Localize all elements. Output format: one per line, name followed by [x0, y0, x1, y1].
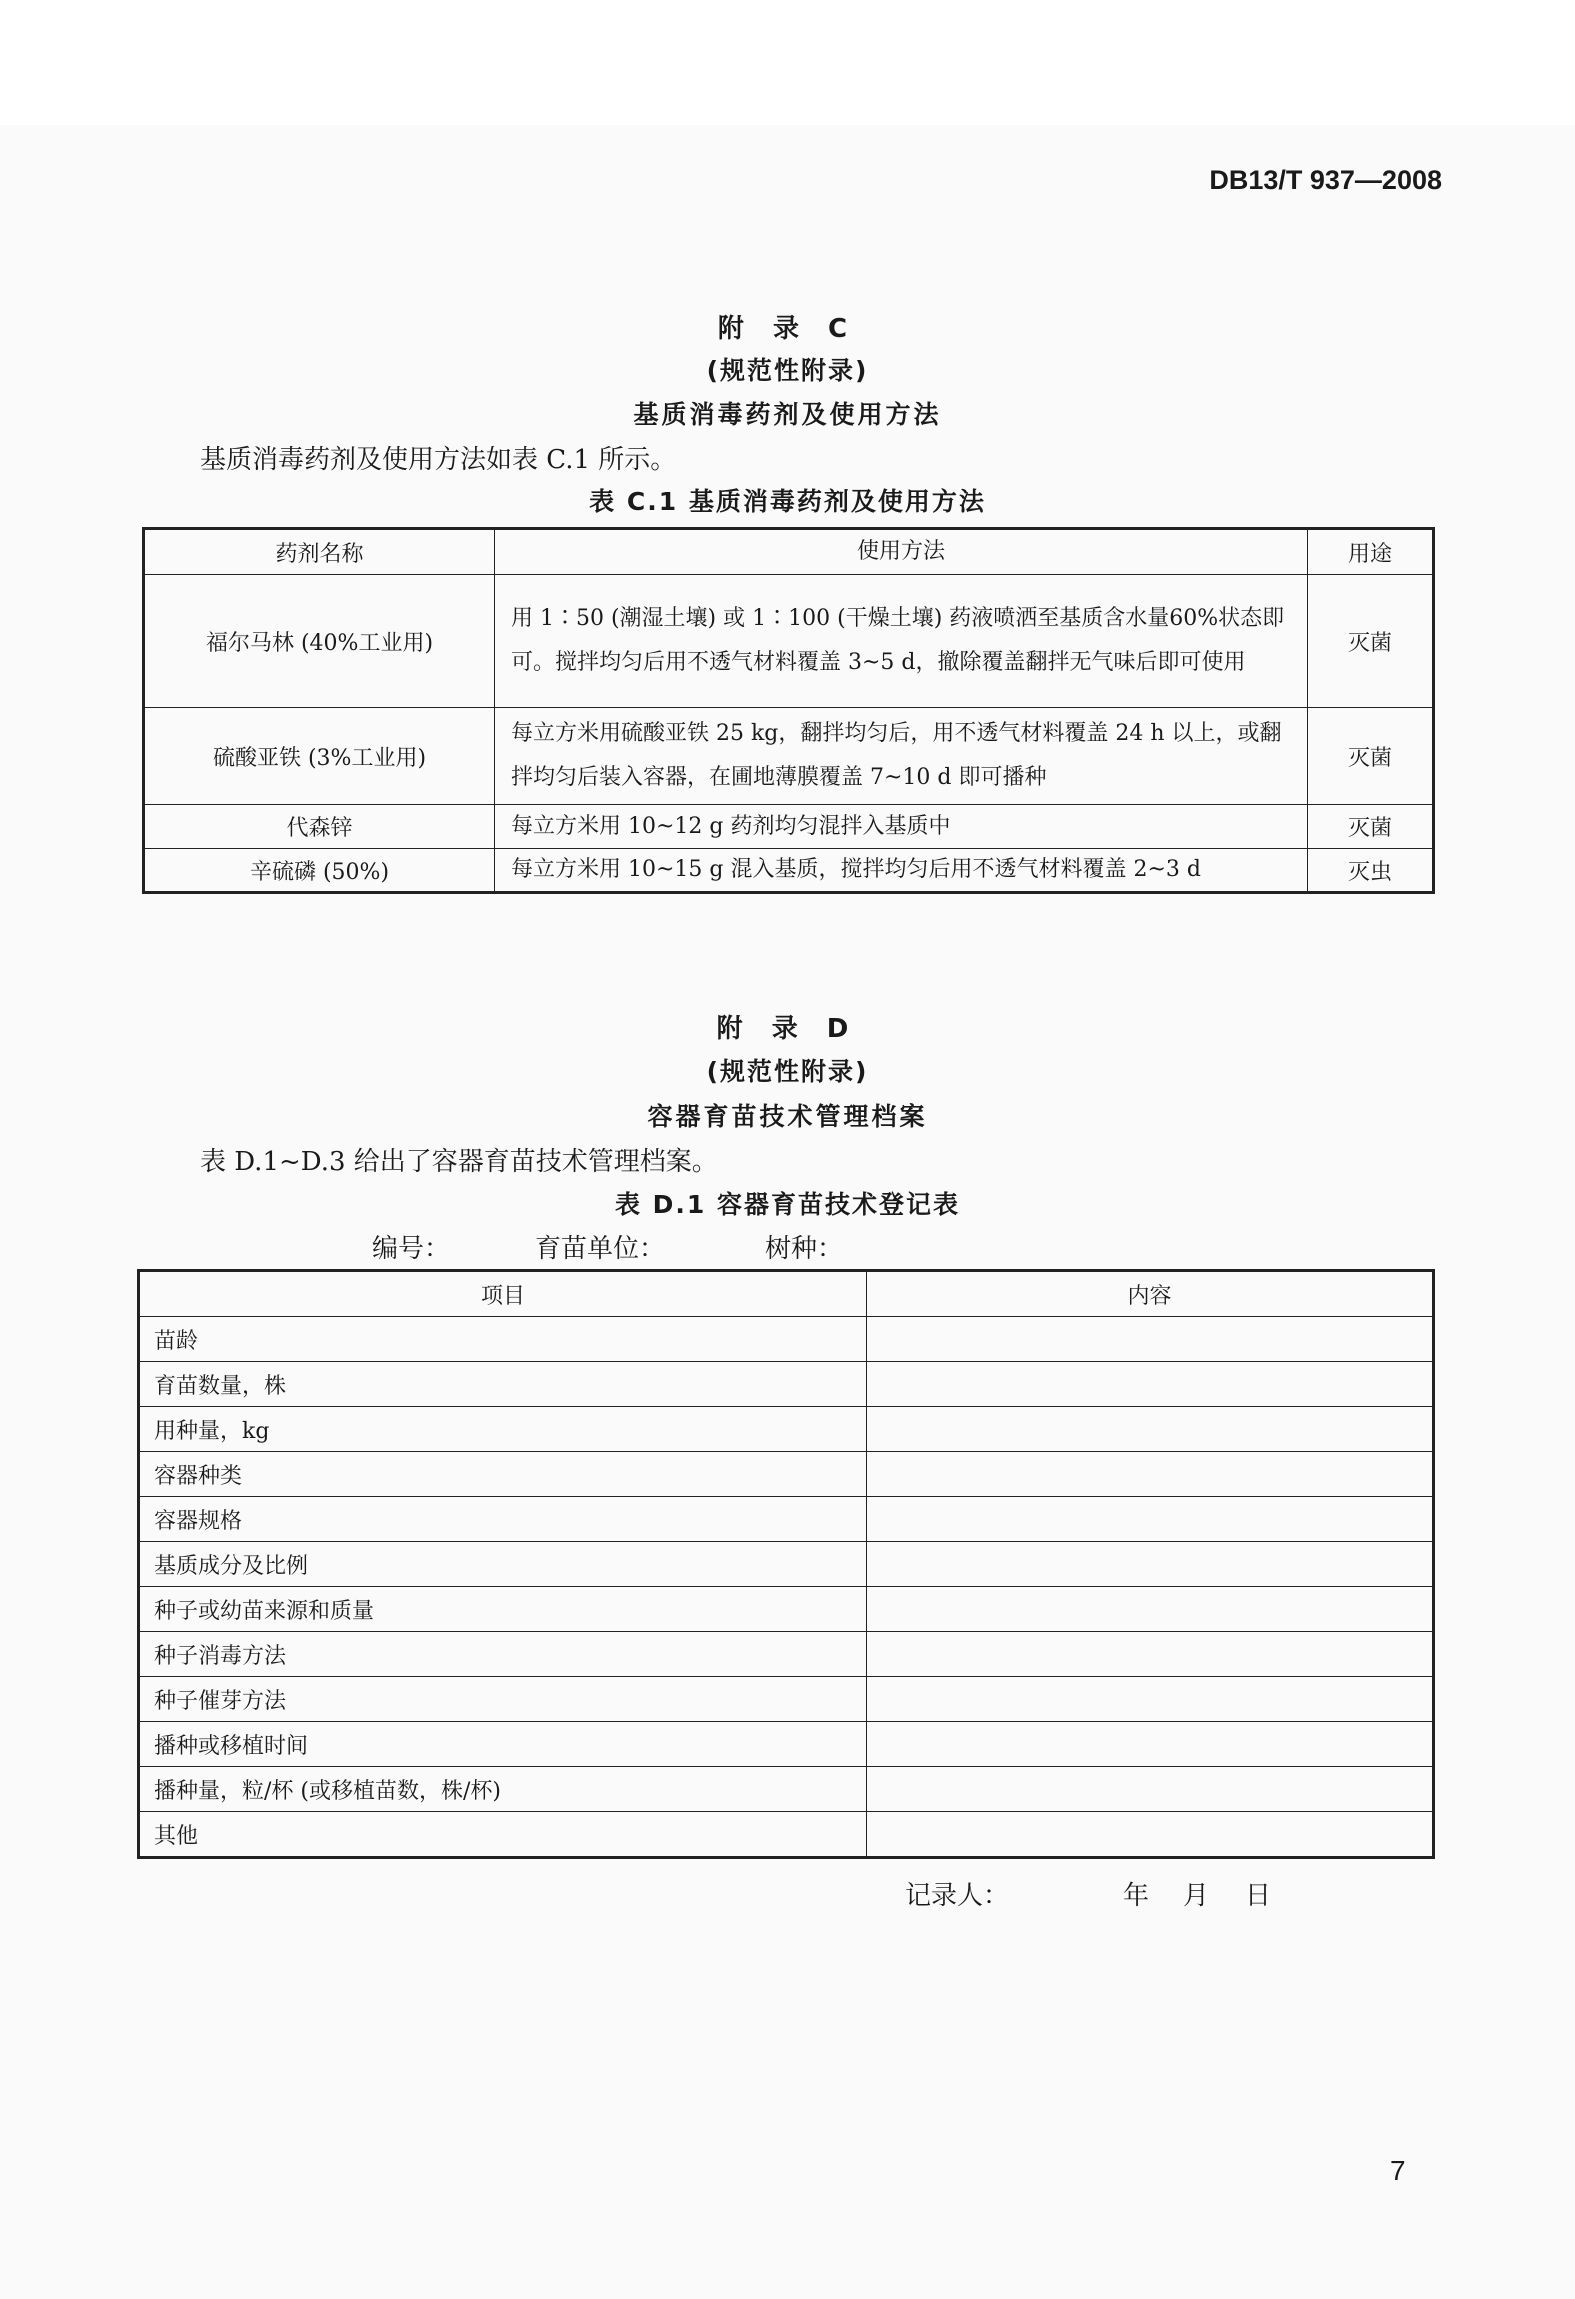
agent-name: 代森锌: [144, 805, 495, 849]
column-header-use: 用途: [1308, 529, 1434, 575]
agent-name: 辛硫磷 (50%): [144, 849, 495, 893]
content-cell: [867, 1767, 1434, 1812]
appendix-c-name: 基质消毒药剂及使用方法: [633, 400, 942, 429]
usage-purpose: 灭虫: [1308, 849, 1434, 893]
usage-method: 每立方米用 10~12 g 药剂均匀混拌入基质中: [495, 805, 1308, 849]
item-label: 种子消毒方法: [139, 1632, 867, 1677]
table-row: [139, 1677, 1434, 1722]
content-cell: [867, 1587, 1434, 1632]
content-cell: [867, 1407, 1434, 1452]
page-number: 7: [1390, 2155, 1406, 2186]
item-label: 容器规格: [139, 1497, 867, 1542]
appendix-d-name: 容器育苗技术管理档案: [647, 1102, 928, 1131]
table-row: [144, 575, 1434, 708]
table-row: [139, 1317, 1434, 1362]
item-label: 其他: [139, 1812, 867, 1858]
column-header-content: 内容: [867, 1271, 1434, 1317]
usage-purpose: 灭菌: [1308, 575, 1434, 708]
date-month-label: 月: [1183, 1881, 1210, 1911]
content-cell: [867, 1722, 1434, 1767]
item-label: 播种量，粒/杯 (或移植苗数，株/杯): [139, 1767, 867, 1812]
agent-name: 硫酸亚铁 (3%工业用): [144, 708, 495, 805]
field-unit-label: 育苗单位：: [535, 1234, 666, 1264]
column-header-agent: 药剂名称: [144, 529, 495, 575]
appendix-c-subtitle: (规范性附录): [706, 356, 869, 385]
table-row: [139, 1497, 1434, 1542]
content-cell: [867, 1452, 1434, 1497]
item-label: 用种量，kg: [139, 1407, 867, 1452]
table-row: [144, 805, 1434, 849]
recorder-label: 记录人：: [905, 1881, 1010, 1911]
item-label: 种子或幼苗来源和质量: [139, 1587, 867, 1632]
item-label: 容器种类: [139, 1452, 867, 1497]
appendix-c-title: 附 录 C: [717, 314, 858, 344]
date-year-label: 年: [1123, 1881, 1150, 1911]
item-label: 播种或移植时间: [139, 1722, 867, 1767]
usage-method: 每立方米用 10~15 g 混入基质，搅拌均匀后用不透气材料覆盖 2~3 d: [495, 849, 1308, 893]
agent-name: 福尔马林 (40%工业用): [144, 575, 495, 708]
content-cell: [867, 1362, 1434, 1407]
item-label: 基质成分及比例: [139, 1542, 867, 1587]
content-cell: [867, 1542, 1434, 1587]
content-cell: [867, 1812, 1434, 1858]
column-header-item: 项目: [139, 1271, 867, 1317]
table-row: [139, 1767, 1434, 1812]
standard-code: DB13/T 937—2008: [1209, 165, 1442, 195]
item-label: 种子催芽方法: [139, 1677, 867, 1722]
field-species-label: 树种：: [765, 1234, 844, 1264]
item-label: 苗龄: [139, 1317, 867, 1362]
content-cell: [867, 1632, 1434, 1677]
table-c1: [142, 527, 1435, 894]
date-day-label: 日: [1245, 1881, 1272, 1911]
appendix-d-subtitle: (规范性附录): [706, 1057, 869, 1086]
table-row: [139, 1812, 1434, 1858]
table-c1-caption: 表 C.1 基质消毒药剂及使用方法: [589, 487, 986, 516]
table-header-row: [144, 529, 1434, 575]
top-margin: [0, 0, 1575, 125]
table-row: [144, 708, 1434, 805]
appendix-c-intro: 基质消毒药剂及使用方法如表 C.1 所示。: [200, 445, 677, 475]
table-row: [139, 1542, 1434, 1587]
content-cell: [867, 1317, 1434, 1362]
table-row: [139, 1722, 1434, 1767]
column-header-method: 使用方法: [495, 529, 1308, 575]
table-row: [139, 1407, 1434, 1452]
appendix-d-title: 附 录 D: [716, 1014, 859, 1044]
table-row: [139, 1632, 1434, 1677]
table-d1: [137, 1269, 1435, 1859]
field-number-label: 编号：: [372, 1234, 451, 1264]
item-label: 育苗数量，株: [139, 1362, 867, 1407]
appendix-d-intro: 表 D.1~D.3 给出了容器育苗技术管理档案。: [200, 1147, 718, 1177]
content-cell: [867, 1497, 1434, 1542]
table-row: [139, 1587, 1434, 1632]
table-header-row: [139, 1271, 1434, 1317]
table-row: [139, 1362, 1434, 1407]
usage-method: 每立方米用硫酸亚铁 25 kg，翻拌均匀后，用不透气材料覆盖 24 h 以上，或翻拌均匀后装入容器，在圃地薄膜覆盖 7~10 d 即可播种: [495, 708, 1308, 805]
usage-purpose: 灭菌: [1308, 805, 1434, 849]
usage-method: 用 1∶50 (潮湿土壤) 或 1∶100 (干燥土壤) 药液喷洒至基质含水量60%状态即可。搅拌均匀后用不透气材料覆盖 3~5 d，撤除覆盖翻拌无气味后即可使用: [495, 575, 1308, 708]
table-row: [139, 1452, 1434, 1497]
content-cell: [867, 1677, 1434, 1722]
usage-purpose: 灭菌: [1308, 708, 1434, 805]
table-d1-caption: 表 D.1 容器育苗技术登记表: [614, 1190, 961, 1219]
table-row: [144, 849, 1434, 893]
